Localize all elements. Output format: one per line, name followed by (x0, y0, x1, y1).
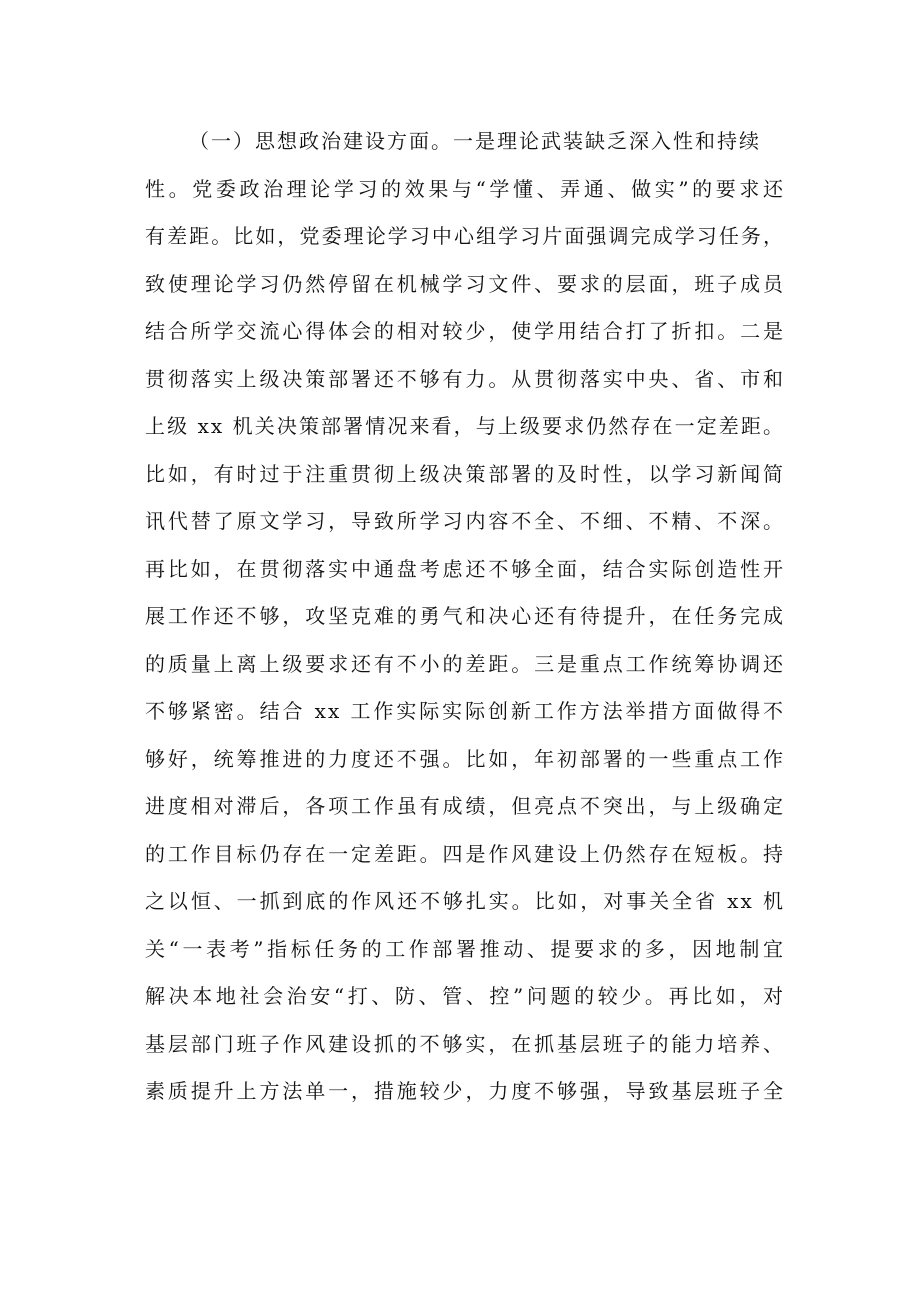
text-line: 贯彻落实上级决策部署还不够有力。从贯彻落实中央、省、市和 (145, 366, 785, 391)
text-line: 的质量上离上级要求还有不小的差距。三是重点工作统筹协调还 (145, 651, 785, 676)
text-line: 的工作目标仍存在一定差距。四是作风建设上仍然存在短板。持 (145, 841, 785, 866)
text-line: 上级 xx 机关决策部署情况来看，与上级要求仍然存在一定差距。 (145, 414, 785, 438)
text-line: 再比如，在贯彻落实中通盘考虑还不够全面，结合实际创造性开 (145, 556, 785, 581)
text-line: 关“一表考”指标任务的工作部署推动、提要求的多，因地制宜 (145, 936, 785, 961)
text-line: （一）思想政治建设方面。一是理论武装缺乏深入性和持续 (189, 129, 761, 153)
text-line: 素质提升上方法单一，措施较少，力度不够强，导致基层班子全 (145, 1079, 785, 1103)
text-line: 基层部门班子作风建设抓的不够实，在抓基层班子的能力培养、 (145, 1031, 785, 1056)
text-line: 之以恒、一抓到底的作风还不够扎实。比如，对事关全省 xx 机 (145, 889, 785, 913)
document-body (145, 118, 785, 1116)
text-line: 比如，有时过于注重贯彻上级决策部署的及时性，以学习新闻简 (145, 461, 785, 486)
text-line: 致使理论学习仍然停留在机械学习文件、要求的层面，班子成员 (145, 271, 785, 296)
text-line: 进度相对滞后，各项工作虽有成绩，但亮点不突出，与上级确定 (145, 794, 785, 818)
text-line: 有差距。比如，党委理论学习中心组学习片面强调完成学习任务， (145, 224, 785, 248)
text-line: 性。党委政治理论学习的效果与“学懂、弄通、做实”的要求还 (145, 176, 785, 201)
text-line: 讯代替了原文学习，导致所学习内容不全、不细、不精、不深。 (145, 509, 785, 533)
text-line: 不够紧密。结合 xx 工作实际实际创新工作方法举措方面做得不 (145, 699, 785, 723)
text-line: 展工作还不够，攻坚克难的勇气和决心还有待提升，在任务完成 (145, 604, 785, 628)
text-line: 解决本地社会治安“打、防、管、控”问题的较少。再比如，对 (145, 984, 785, 1008)
text-line: 够好，统筹推进的力度还不强。比如，年初部署的一些重点工作 (145, 746, 785, 771)
text-line: 结合所学交流心得体会的相对较少，使学用结合打了折扣。二是 (145, 319, 785, 343)
